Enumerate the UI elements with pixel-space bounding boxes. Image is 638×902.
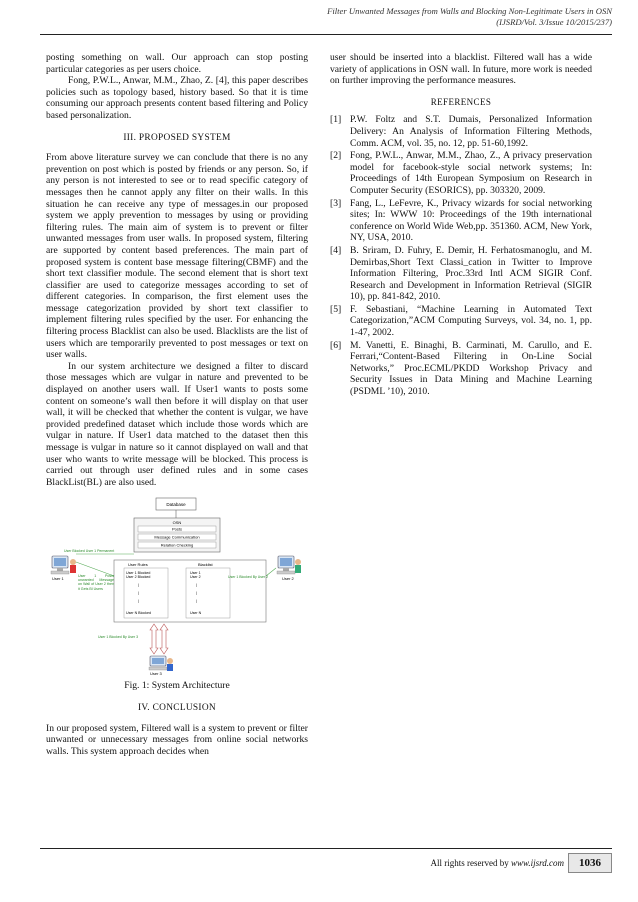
user2-computer-icon (277, 556, 301, 574)
references-heading: REFERENCES (430, 96, 492, 107)
system-architecture-figure (46, 496, 308, 676)
user2-label: User 2 (282, 576, 294, 582)
rule-line-1: User 1 Blocked (126, 571, 151, 576)
osn-label: OSN (172, 520, 182, 526)
user-rules-label: User Rules (128, 562, 148, 568)
reference-item (330, 340, 592, 398)
reference-text: P.W. Foltz and S.T. Dumais, Personalized Information Delivery: An Analysis of Information Filtering Methods, Comm. ACM, vol. 35, no. 12, pp. 51-60,1992. (350, 114, 592, 149)
bl-line-3: | (196, 583, 197, 588)
bl-line-4: | (196, 591, 197, 596)
bl-line-6: User N (190, 611, 202, 616)
rule-line-3: | (138, 583, 139, 588)
footer-text (431, 858, 565, 868)
blacklist-label: Blacklist (198, 562, 213, 568)
rule-line-2: User 2 Blocked (126, 575, 151, 580)
footer-site-link[interactable]: www.ijsrd.com (510, 858, 564, 868)
bl-line-2: User 2 (190, 575, 201, 580)
left-para-2: Fong, P.W.L., Anwar, M.M., Zhao, Z. [4], this paper describes policies such as topology based, history based. So that it is time consuming our approach presents content based filtering and Policy based personalization. (46, 75, 308, 121)
reference-number: [2] (330, 150, 342, 162)
message-communication-label: Message Communication (154, 534, 200, 540)
reference-number: [6] (330, 339, 342, 351)
reference-text: F. Sebastiani, “Machine Learning in Automated Text Categorization,”ACM Computing Surveys, vol. 34, no. 1, pp. 1-47, 2002. (350, 303, 592, 339)
rule-line-5: | (138, 599, 139, 604)
running-header (327, 6, 612, 28)
bottom-blocked-label: User 1 Blocked By User 3 (98, 635, 139, 640)
rule-line-6: User N Blocked (126, 611, 151, 616)
right-column (330, 52, 592, 399)
reference-item (330, 245, 592, 303)
double-arrow-icon (150, 624, 168, 654)
left-column (46, 52, 308, 757)
section-heading-conclusion: IV. CONCLUSION (138, 702, 216, 713)
user1-label: User 1 (52, 576, 64, 582)
user3-computer-icon (149, 656, 173, 671)
reference-item (330, 150, 592, 196)
right-blocked-label: User 1 Blocked By User 2 (228, 575, 269, 580)
left-para-5: In our proposed system, Filtered wall is a system to prevent or filter unwanted or unnecessary messages from online social networks walls. This system approach decides when (46, 722, 308, 757)
bl-line-1: User 1 (190, 571, 201, 576)
right-para-1: user should be inserted into a blacklist. Filtered wall has a wide variety of applications in OSN wall. In future, more work is needed on further improving the performance measures. (330, 52, 592, 87)
left-para-1: posting something on wall. Our approach can stop posting particular categories as per users choice. (46, 52, 308, 75)
user1-note: User 1 Posts unwanted Message on Wall of User 2 then it Gets Bl Users (78, 574, 114, 591)
figure-caption: Fig. 1: System Architecture (124, 680, 230, 692)
reference-item (330, 304, 592, 339)
database-label: Database (166, 502, 186, 508)
relation-checking-label: Relation Checking (160, 542, 194, 548)
reference-text: B. Sriram, D. Fuhry, E. Demir, H. Ferhatosmanoglu, and M. Demirbas,Short Text Classi_cation in Twitter to Improve Information Filtering, Proc.33rd Intl ACM SIGIR Conf. Research and Development in Information Retrieval (SIGIR 10), pp. 841-842, 2010. (350, 244, 592, 303)
reference-text: Fang, L., LeFevre, K., Privacy wizards for social networking sites; In: WWW 10: Proceedings of the 19th international conference on World Wide Web,pp. 351360. ACM, New York, NY, USA, 2010. (350, 197, 592, 244)
header-rule (40, 34, 612, 35)
reference-number: [4] (330, 244, 342, 256)
rule-line-4: | (138, 591, 139, 596)
footer-prefix: All rights reserved by (430, 858, 511, 868)
user1-computer-icon (51, 556, 76, 574)
left-para-4: In our system architecture we designed a filter to discard those messages which are vulgar in nature and prevented to be displayed on another users wall. If User1 wants to posts some content on someone’s wall then before it will display on that user wall, it will be checked that whether the content is vulgar, we have provided predefined dataset which include those words which are vulgar in nature. If User1 data matched to the dataset then this message is vulgar in nature so it cannot displayed on wall and that user who wants to write message will be blocked. This process is carried out through user defined rules and in some cases BlackList(BL) are also used. (46, 360, 308, 488)
left-para-3: From above literature survey we can conclude that there is no any prevention on post which is posted by friends or any person. So, if any person is not interested to see or to read specific category of messages then he cannot apply any filter on their walls. In this situation he can receive any type of messages.in our proposed system we apply prevention to messages by using or providing filtering rules. The main aim of system is to prevent or filter unwanted messages from user walls. In proposed system, filtering are supported by content based preferences. The main part of proposed system is content base message filtering(CBMF) and the short text classifier module. The second element that is short text classifier are used to categorize messages according to set of different categories. In comparison, the first element uses the message categorization provided by short text classifier to implement filtering rules specified by the user. For enhancing the filtering process Blacklist can also be used. Blacklists are the list of users which are temporarily prevented to post messages or text on user walls. (46, 152, 308, 361)
footer-rule (40, 848, 612, 849)
user3-label: User 3 (150, 671, 162, 677)
architecture-diagram (46, 496, 308, 676)
reference-text: Fong, P.W.L., Anwar, M.M., Zhao, Z., A privacy preservation model for facebook-style social network systems; In: Proceedings of 14th European Symposium on Research in Computer Security (ESORICS), pp. 303320, 2009. (350, 150, 592, 196)
reference-item (330, 114, 592, 149)
section-heading-proposed: III. PROPOSED SYSTEM (123, 132, 231, 143)
posts-label: Posts (171, 526, 183, 532)
bl-line-5: | (196, 599, 197, 604)
header-journal: (IJSRD/Vol. 3/Issue 10/2015/237) (496, 17, 612, 27)
header-title: Filter Unwanted Messages from Walls and Blocking Non-Legitimate Users in OSN (327, 6, 612, 16)
page-number: 1036 (568, 853, 612, 873)
reference-number: [3] (330, 197, 342, 209)
reference-text: M. Vanetti, E. Binaghi, B. Carminati, M. Carullo, and E. Ferrari,“Content-Based Filtering in On-Line Social Networks,” Proc.ECML/PKDD Workshop Privacy and Security Issues in Data Mining and Machine Learning (PSDML ’10), 2010. (350, 339, 592, 398)
reference-item (330, 198, 592, 244)
left-blocked-label: User Blocked User 1 Permanent (64, 549, 115, 554)
reference-number: [5] (330, 303, 342, 315)
reference-number: [1] (330, 114, 342, 126)
